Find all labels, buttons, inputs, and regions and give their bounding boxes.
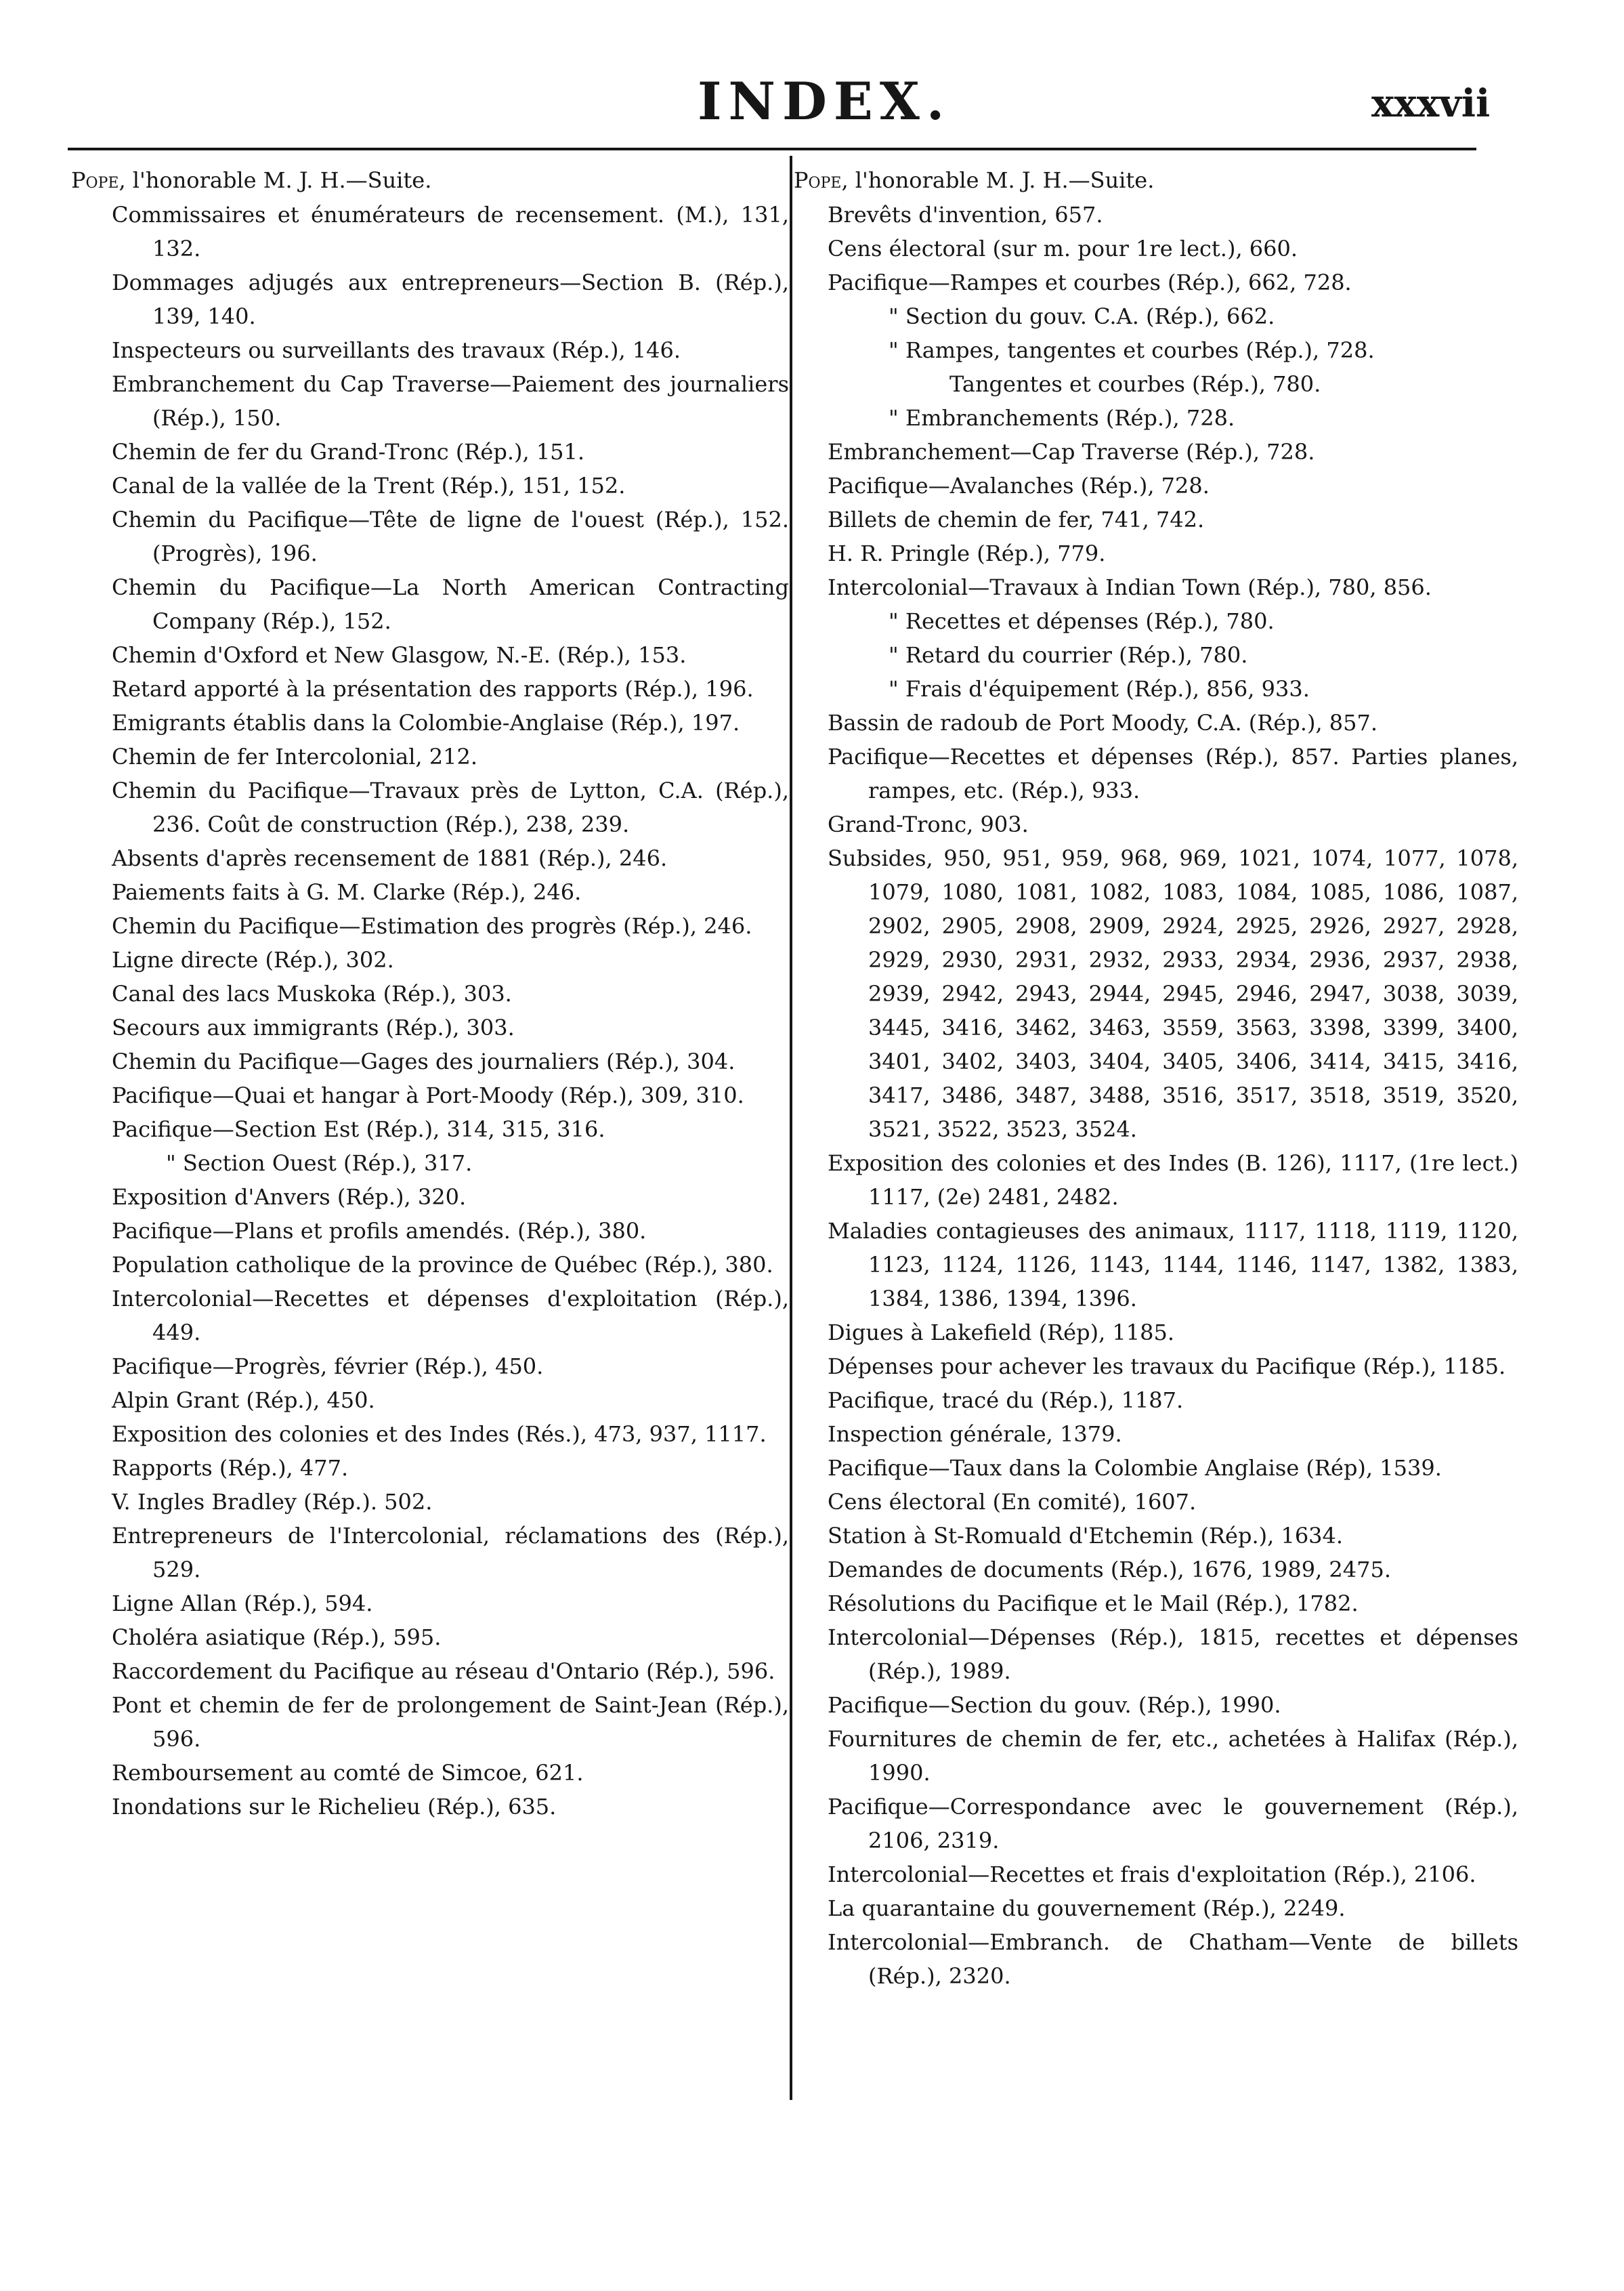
index-entry: H. R. Pringle (Rép.), 779. (828, 541, 1106, 566)
index-entry: Embranchement du Cap Traverse—Paiement des journaliers (Rép.), 150. (112, 371, 789, 431)
sub-entry-text: Rampes, tangentes et courbes (Rép.), 728. (905, 337, 1375, 363)
index-entry: Billets de chemin de fer, 741, 742. (828, 507, 1205, 532)
sub-entry-text: Recettes et dépenses (Rép.), 780. (905, 608, 1275, 634)
index-entry: Absents d'après recensement de 1881 (Rép.), 246. (112, 845, 668, 871)
index-entry: La quarantaine du gouvernement (Rép.), 2249. (828, 1895, 1346, 1921)
index-entry: Maladies contagieuses des animaux, 1117, 1118, 1119, 1120, 1123, 1124, 1126, 1143, 1144, 1146, 1147, 1382, 1383, 1384, 1386, 1394, 1396. (828, 1218, 1518, 1311)
index-entry: Cens électoral (sur m. pour 1re lect.), 660. (828, 236, 1298, 261)
index-entry: Emigrants établis dans la Colombie-Anglaise (Rép.), 197. (112, 710, 740, 736)
index-entry: Pacifique—Correspondance avec le gouvernement (Rép.), 2106, 2319. (828, 1794, 1518, 1853)
index-entry: Pacifique—Quai et hangar à Port-Moody (Rép.), 309, 310. (112, 1083, 744, 1108)
index-entry: Intercolonial—Travaux à Indian Town (Rép.), 780, 856. (828, 574, 1432, 600)
index-entry: Chemin de fer du Grand-Tronc (Rép.), 151. (112, 439, 585, 465)
index-entry: Brevêts d'invention, 657. (828, 202, 1103, 228)
index-entry (71, 1146, 789, 1180)
left-column (71, 163, 789, 1824)
ditto-mark: " (889, 303, 899, 329)
index-entry: Intercolonial—Dépenses (Rép.), 1815, recettes et dépenses (Rép.), 1989. (828, 1624, 1518, 1684)
heading-rest: , l'honorable M. J. H.—Suite. (841, 167, 1155, 193)
index-entry (794, 401, 1518, 435)
index-entry: Exposition des colonies et des Indes (Rés.), 473, 937, 1117. (112, 1421, 767, 1447)
index-entry: Pacifique—Taux dans la Colombie Anglaise (Rép), 1539. (828, 1455, 1442, 1481)
index-entry: Demandes de documents (Rép.), 1676, 1989, 2475. (828, 1557, 1392, 1582)
index-entry: Raccordement du Pacifique au réseau d'Ontario (Rép.), 596. (112, 1658, 775, 1684)
sub-entry-text: Embranchements (Rép.), 728. (905, 405, 1235, 431)
index-entry: Station à St-Romuald d'Etchemin (Rép.), 1634. (828, 1523, 1344, 1549)
index-entry: Chemin du Pacifique—Estimation des progrès (Rép.), 246. (112, 913, 752, 939)
index-entry (794, 299, 1518, 333)
sub-entry-text: Retard du courrier (Rép.), 780. (905, 642, 1248, 668)
index-entry: Résolutions du Pacifique et le Mail (Rép.), 1782. (828, 1591, 1359, 1616)
index-entry: Embranchement—Cap Traverse (Rép.), 728. (828, 439, 1315, 465)
index-entry (794, 604, 1518, 638)
index-entry: Dommages adjugés aux entrepreneurs—Section B. (Rép.), 139, 140. (112, 270, 789, 329)
ditto-mark: " (166, 1150, 176, 1176)
index-entry: Population catholique de la province de Québec (Rép.), 380. (112, 1252, 773, 1278)
index-entry: Pacifique—Progrès, février (Rép.), 450. (112, 1353, 544, 1379)
index-entry: Inspecteurs ou surveillants des travaux (Rép.), 146. (112, 337, 681, 363)
index-heading (71, 163, 789, 198)
index-entry: Chemin du Pacifique—Travaux près de Lytton, C.A. (Rép.), 236. Coût de construction (Rép.), 238, 239. (112, 778, 789, 837)
index-entry: Chemin du Pacifique—Tête de ligne de l'ouest (Rép.), 152. (Progrès), 196. (112, 507, 789, 566)
column-divider (790, 156, 792, 2100)
index-entry: Chemin de fer Intercolonial, 212. (112, 744, 478, 770)
index-entry: Commissaires et énumérateurs de recensement. (M.), 131, 132. (112, 202, 789, 261)
index-entry: Retard apporté à la présentation des rapports (Rép.), 196. (112, 676, 754, 702)
index-entry: Paiements faits à G. M. Clarke (Rép.), 246. (112, 879, 582, 905)
index-entry: Subsides, 950, 951, 959, 968, 969, 1021, 1074, 1077, 1078, 1079, 1080, 1081, 1082, 1083, 1084, 1085, 1086, 1087, 2902, 2905, 2908, 2909, 2924, 2925, 2926, 2927, 2928, 2929, 2930, 2931, 2932, 2933, 2934, 2936, 2937, 2938, 2939, 2942, 2943, 2944, 2945, 2946, 2947, 3038, 3039, 3445, 3416, 3462, 3463, 3559, 3563, 3398, 3399, 3400, 3401, 3402, 3403, 3404, 3405, 3406, 3414, 3415, 3416, 3417, 3486, 3487, 3488, 3516, 3517, 3518, 3519, 3520, 3521, 3522, 3523, 3524. (828, 845, 1518, 1142)
heading-rest: , l'honorable M. J. H.—Suite. (119, 167, 432, 193)
index-entry: Pont et chemin de fer de prolongement de Saint-Jean (Rép.), 596. (112, 1692, 789, 1752)
index-entry: Digues à Lakefield (Rép), 1185. (828, 1320, 1175, 1345)
index-entry: Pacifique—Section Est (Rép.), 314, 315, 316. (112, 1116, 605, 1142)
index-entry: Canal des lacs Muskoka (Rép.), 303. (112, 981, 512, 1007)
ditto-mark: " (889, 642, 899, 668)
index-entry: Remboursement au comté de Simcoe, 621. (112, 1760, 584, 1786)
index-entry: Intercolonial—Recettes et dépenses d'exploitation (Rép.), 449. (112, 1286, 789, 1345)
heading-name: Pope (794, 167, 842, 193)
sub-entry-text: Section Ouest (Rép.), 317. (182, 1150, 473, 1176)
ditto-mark: " (889, 337, 899, 363)
index-entry: Pacifique—Rampes et courbes (Rép.), 662, 728. (828, 270, 1352, 295)
page-title: INDEX. (698, 71, 952, 131)
index-entry: Pacifique—Recettes et dépenses (Rép.), 857. Parties planes, rampes, etc. (Rép.), 933. (828, 744, 1518, 803)
index-entry: V. Ingles Bradley (Rép.). 502. (112, 1489, 433, 1515)
index-entry: Inondations sur le Richelieu (Rép.), 635. (112, 1794, 557, 1820)
index-entry: Choléra asiatique (Rép.), 595. (112, 1624, 442, 1650)
index-entry: Dépenses pour achever les travaux du Pacifique (Rép.), 1185. (828, 1353, 1506, 1379)
index-entry: Alpin Grant (Rép.), 450. (112, 1387, 375, 1413)
header-rule (68, 148, 1476, 150)
index-entry: Secours aux immigrants (Rép.), 303. (112, 1015, 515, 1041)
index-entry: Cens électoral (En comité), 1607. (828, 1489, 1197, 1515)
index-entry: Ligne Allan (Rép.), 594. (112, 1591, 373, 1616)
index-entry: Entrepreneurs de l'Intercolonial, réclamations des (Rép.), 529. (112, 1523, 789, 1582)
ditto-mark: " (889, 405, 899, 431)
index-entry (794, 333, 1518, 367)
index-entry: Inspection générale, 1379. (828, 1421, 1122, 1447)
index-entry: Pacifique—Avalanches (Rép.), 728. (828, 473, 1210, 499)
ditto-mark: " (889, 608, 899, 634)
page-number: xxxvii (1371, 81, 1491, 126)
index-entry: Grand-Tronc, 903. (828, 812, 1029, 837)
index-heading (794, 163, 1518, 198)
index-entry: Pacifique—Plans et profils amendés. (Rép.), 380. (112, 1218, 647, 1244)
index-entry: Tangentes et courbes (Rép.), 780. (949, 371, 1321, 397)
index-entry: Canal de la vallée de la Trent (Rép.), 151, 152. (112, 473, 626, 499)
index-entry (794, 638, 1518, 672)
index-entry: Chemin du Pacifique—La North American Contracting Company (Rép.), 152. (112, 574, 789, 634)
index-entry: Ligne directe (Rép.), 302. (112, 947, 394, 973)
index-entry: Bassin de radoub de Port Moody, C.A. (Rép.), 857. (828, 710, 1378, 736)
heading-name: Pope (71, 167, 119, 193)
index-entry (794, 672, 1518, 706)
sub-entry-text: Section du gouv. C.A. (Rép.), 662. (905, 303, 1275, 329)
index-entry: Chemin du Pacifique—Gages des journaliers (Rép.), 304. (112, 1049, 735, 1074)
index-entry: Pacifique—Section du gouv. (Rép.), 1990. (828, 1692, 1281, 1718)
index-entry: Rapports (Rép.), 477. (112, 1455, 349, 1481)
ditto-mark: " (889, 676, 899, 702)
sub-entry-text: Frais d'équipement (Rép.), 856, 933. (905, 676, 1310, 702)
right-column (794, 163, 1518, 1993)
index-entry: Chemin d'Oxford et New Glasgow, N.-E. (Rép.), 153. (112, 642, 687, 668)
index-entry: Intercolonial—Recettes et frais d'exploitation (Rép.), 2106. (828, 1862, 1476, 1887)
index-entry: Intercolonial—Embranch. de Chatham—Vente de billets (Rép.), 2320. (828, 1929, 1518, 1989)
index-entry: Exposition des colonies et des Indes (B. 126), 1117, (1re lect.) 1117, (2e) 2481, 2482. (828, 1150, 1518, 1210)
index-entry: Fournitures de chemin de fer, etc., achetées à Halifax (Rép.), 1990. (828, 1726, 1518, 1786)
index-entry: Exposition d'Anvers (Rép.), 320. (112, 1184, 467, 1210)
index-entry: Pacifique, tracé du (Rép.), 1187. (828, 1387, 1184, 1413)
